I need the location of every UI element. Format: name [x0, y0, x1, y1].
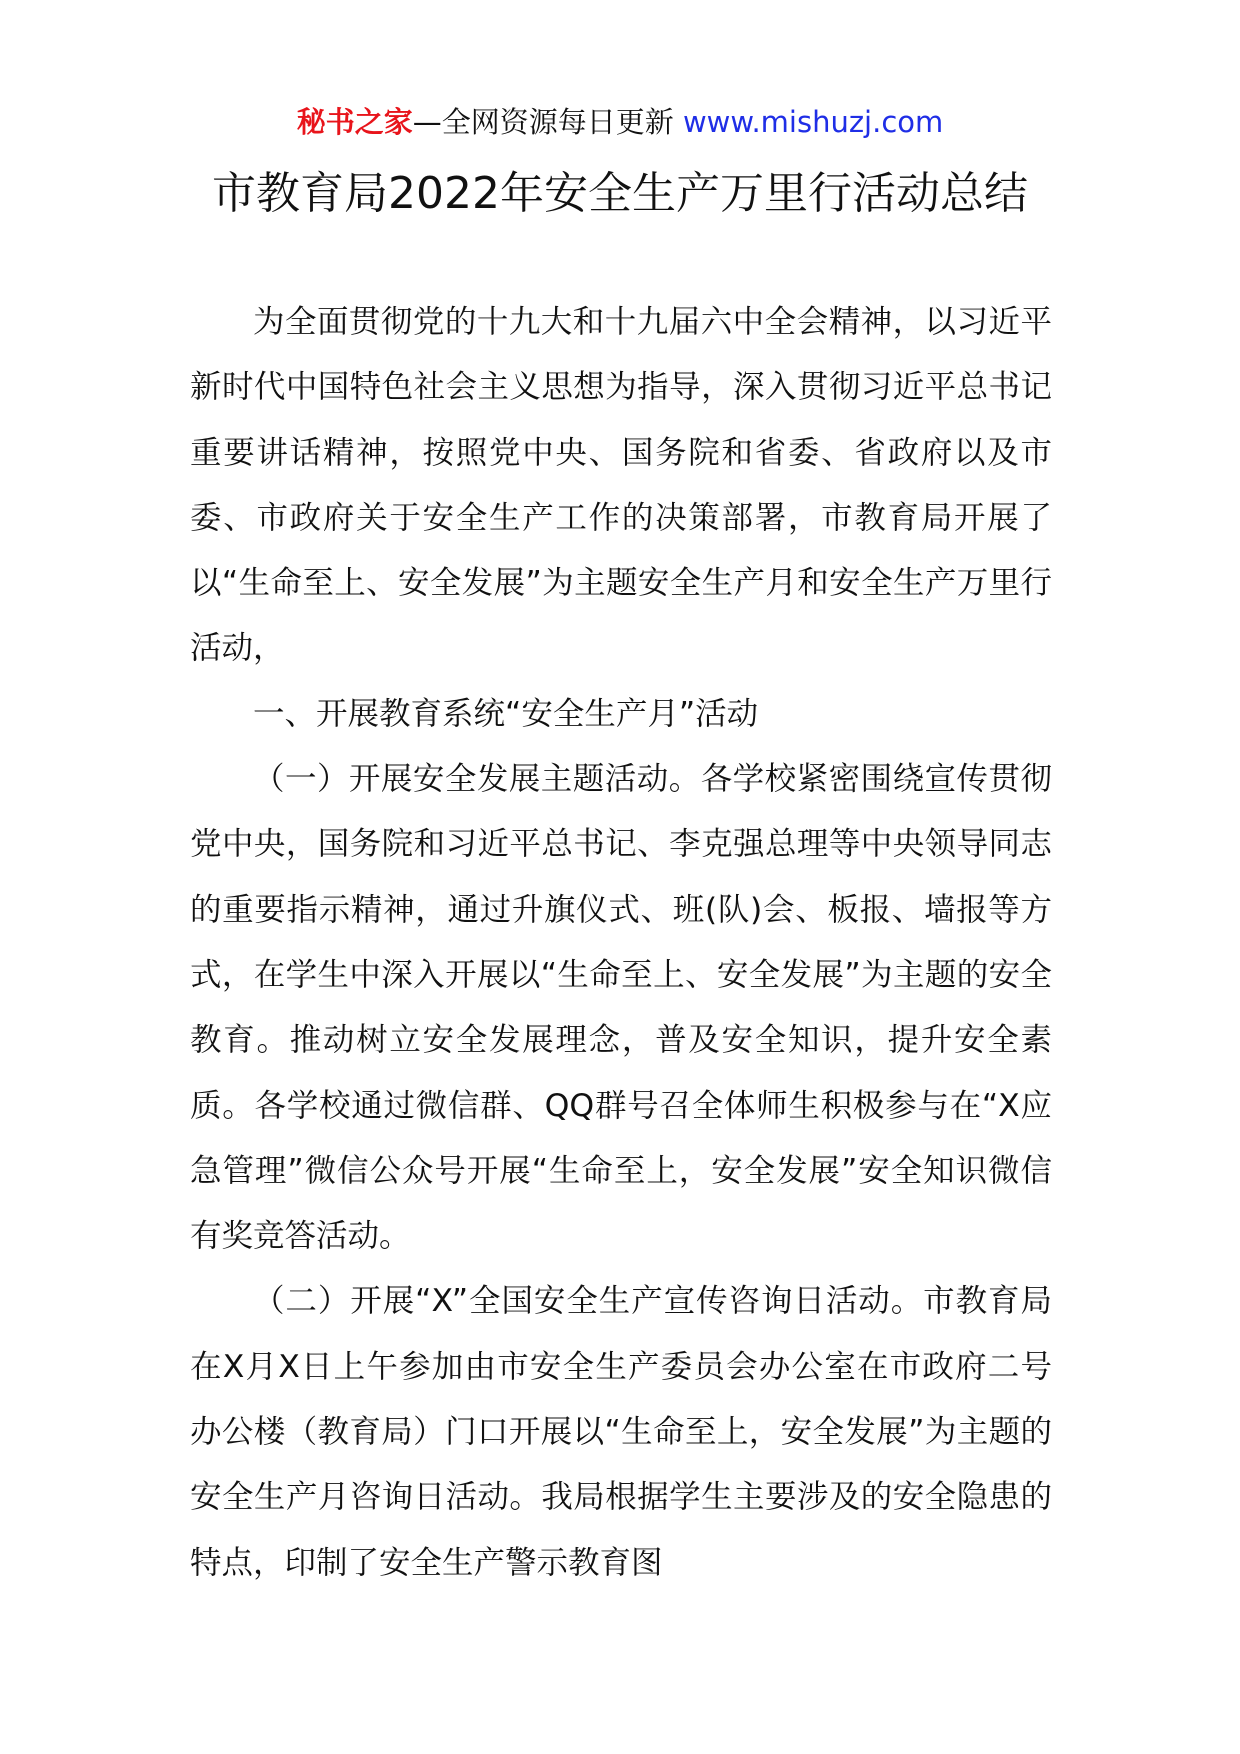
site-url[interactable]: www.mishuzj.com — [682, 105, 944, 139]
section-heading-1: 一、开展教育系统“安全生产月”活动 — [253, 695, 759, 732]
site-slogan: —全网资源每日更新 — [412, 105, 674, 139]
document-title: 市教育局2022年安全生产万里行活动总结 — [212, 168, 1028, 219]
paragraph-intro: 为全面贯彻党的十九大和十九届六中全会精神，以习近平新时代中国特色社会主义思想为指导，深入贯彻习近平总书记重要讲话精神，按照党中央、国务院和省委、省政府以及市委、市政府关于安全生产工作的决策部署，市教育局开展了以“生命至上、安全发展”为主题安全生产月和安全生产万里行活动， — [190, 304, 1052, 667]
paragraph-item-1: （一）开展安全发展主题活动。各学校紧密围绕宣传贯彻党中央，国务院和习近平总书记、李克强总理等中央领导同志的重要指示精神，通过升旗仪式、班(队)会、板报、墙报等方式，在学生中深入开展以“生命至上、安全发展”为主题的安全教育。推动树立安全发展理念，普及安全知识，提升安全素质。各学校通过微信群、QQ群号召全体师生积极参与在“X应急管理”微信公众号开展“生命至上，安全发展”安全知识微信有奖竞答活动。 — [190, 761, 1052, 1255]
site-brand: 秘书之家 — [296, 105, 413, 139]
paragraph-item-2: （二）开展“X”全国安全生产宣传咨询日活动。市教育局在X月X日上午参加由市安全生产委员会办公室在市政府二号办公楼（教育局）门口开展以“生命至上，安全发展”为主题的安全生产月咨询日活动。我局根据学生主要涉及的安全隐患的特点，印制了安全生产警示教育图 — [190, 1283, 1052, 1581]
document-body — [190, 290, 1052, 1596]
site-header — [0, 102, 1240, 142]
